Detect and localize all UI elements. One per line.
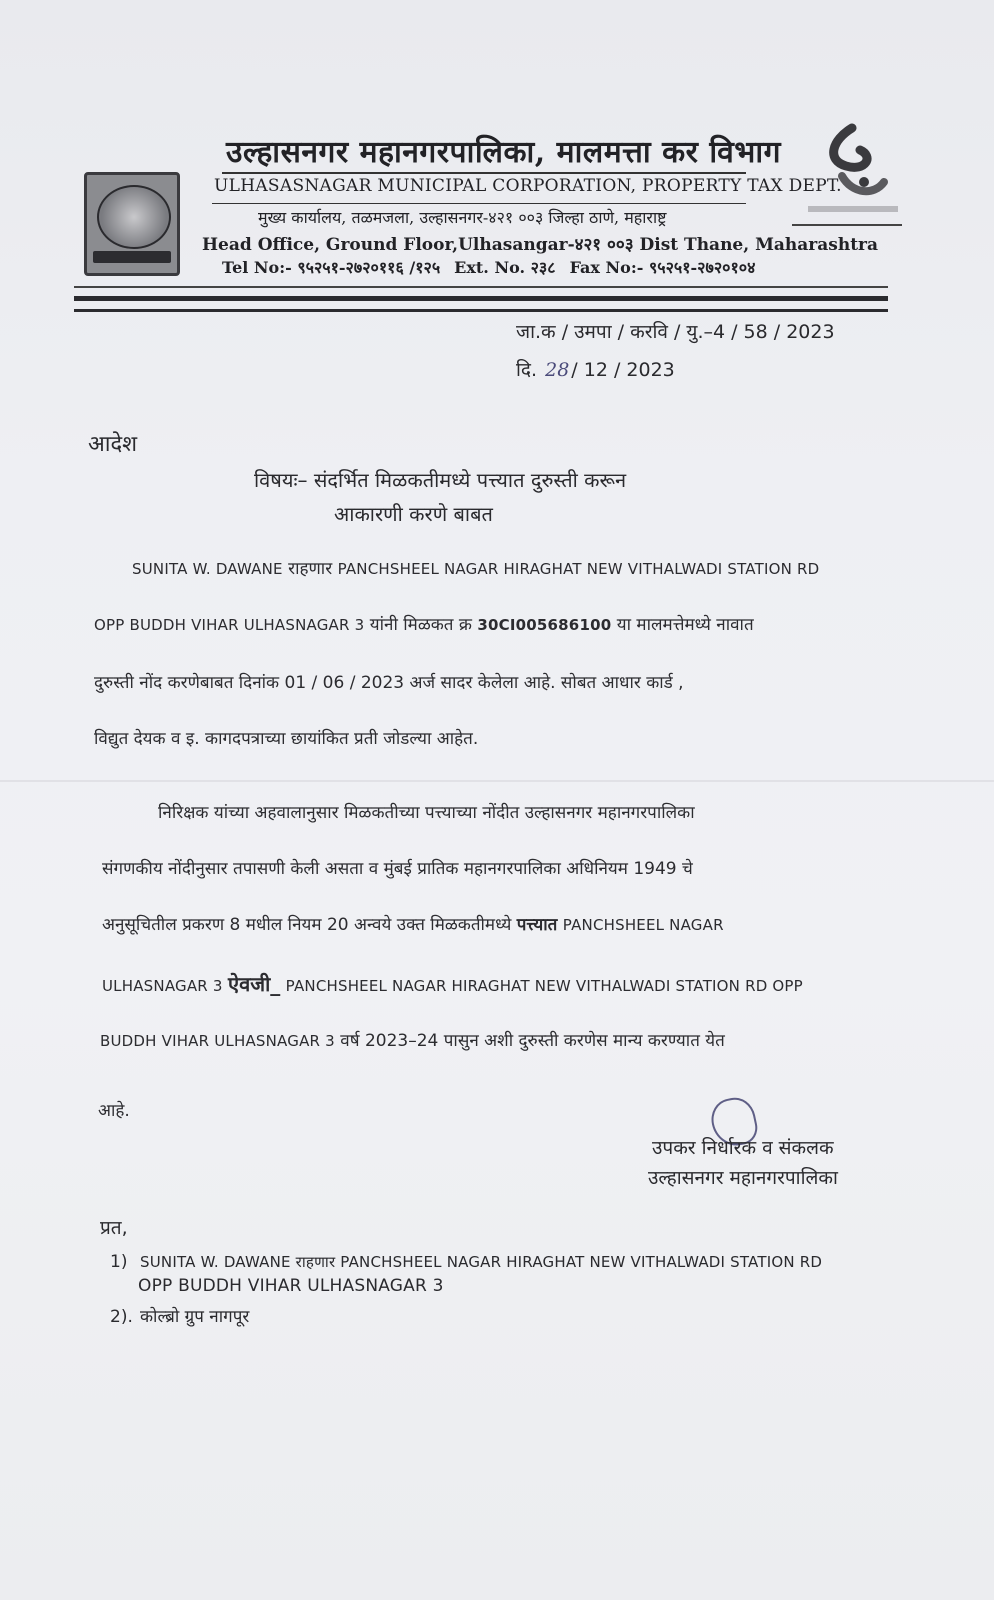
- para2-line-3-text: अनुसूचितील प्रकरण 8 मधील नियम 20 अन्वये उक्त मिळकतीमध्ये: [102, 915, 512, 935]
- property-label: यांनी मिळकत क्र: [369, 615, 472, 635]
- corporation-seal-logo: [84, 172, 180, 276]
- signatory-organisation: उल्हासनगर महानगरपालिका: [648, 1167, 838, 1189]
- reference-date: [516, 356, 675, 382]
- para2-line-6: आहे.: [98, 1101, 130, 1121]
- para2-line-2: संगणकीय नोंदीनुसार तपासणी केली असता व मुंबई प्रातिक महानगरपालिका अधिनियम 1949 चे: [102, 859, 693, 879]
- old-address: PANCHSHEEL NAGAR: [562, 916, 724, 934]
- order-title: आदेश: [88, 432, 138, 457]
- signatory-designation: उपकर निर्धारक व संकलक: [652, 1137, 834, 1159]
- property-number: 30CI005686100: [477, 616, 612, 634]
- header-underline: [222, 172, 746, 174]
- para1-line-3: दुरुस्ती नोंद करणेबाबत दिनांक 01 / 06 / 2023 अर्ज सादर केलेला आहे. सोबत आधार कार्ड ,: [94, 673, 684, 693]
- copy-item-1: [110, 1252, 822, 1272]
- date-day-handwritten: 28: [545, 359, 570, 381]
- residing-label: राहणार: [288, 559, 333, 579]
- header-address-marathi: मुख्य कार्यालय, तळमजला, उल्हासनगर-४२१ ००३ जिल्हा ठाणे, महाराष्ट्र: [258, 208, 667, 227]
- new-address: PANCHSHEEL NAGAR HIRAGHAT NEW VITHALWADI STATION RD OPP: [285, 977, 803, 995]
- para2-line-5: [100, 1028, 725, 1051]
- reference-number: जा.क / उमपा / करवि / यु.–4 / 58 / 2023: [516, 321, 835, 343]
- paper-fold: [0, 780, 994, 782]
- para2-line-4: [102, 970, 803, 997]
- old-address-cont: ULHASNAGAR 3: [102, 977, 223, 995]
- copy-item-text: कोल्ब्रो ग्रुप नागपूर: [140, 1307, 250, 1327]
- para2-line-3: [102, 912, 724, 935]
- applicant-address: PANCHSHEEL NAGAR HIRAGHAT NEW VITHALWADI STATION RD: [337, 560, 820, 578]
- swirl-logo-icon: [812, 120, 904, 210]
- logo-rule: [792, 224, 902, 226]
- department-logo: [812, 120, 904, 230]
- header-divider-thin: [74, 286, 888, 288]
- para1-line-2: [94, 612, 754, 635]
- header-underline-english: [212, 203, 746, 204]
- para2-line-5-text: वर्ष 2023–24 पासुन अशी दुरुस्ती करणेस मान्य करण्यात येत: [340, 1031, 725, 1051]
- header-address-english: Head Office, Ground Floor,Ulhasangar-४२१ ००३ Dist Thane, Maharashtra: [202, 235, 879, 255]
- para1-line-1: [132, 556, 819, 579]
- address-label: पत्त्यात: [516, 915, 558, 935]
- header-tel: Tel No:- ९५२५१-२७२०११६ /१२५: [222, 258, 441, 277]
- seal-ring: [97, 185, 171, 249]
- copy-item-number: 2).: [110, 1307, 133, 1327]
- logo-caption: [808, 206, 898, 212]
- copy-item-1-cont: OPP BUDDH VIHAR ULHASNAGAR 3: [138, 1276, 444, 1296]
- date-rest: / 12 / 2023: [571, 359, 675, 381]
- header-title-marathi: उल्हासनगर महानगरपालिका, मालमत्ता कर विभाग: [226, 135, 782, 170]
- header-divider-thick: [74, 296, 888, 312]
- para1-line-4: विद्युत देयक व इ. कागदपत्राच्या छायांकित प्रती जोडल्या आहेत.: [94, 729, 479, 749]
- copy-item-number: 1): [110, 1252, 128, 1272]
- header-title-english: ULHASASNAGAR MUNICIPAL CORPORATION, PROPERTY TAX DEPT.: [214, 176, 842, 196]
- header-ext: Ext. No. २३८: [454, 258, 556, 277]
- copies-heading: प्रत,: [100, 1217, 128, 1239]
- header-fax: Fax No:- ९५२५१-२७२०१०४: [569, 258, 756, 277]
- header-contact: [222, 256, 769, 278]
- seal-band: [93, 251, 171, 263]
- subject-line-2: आकारणी करणे बाबत: [334, 502, 493, 526]
- para1-line-2-tail: या मालमत्तेमध्ये नावात: [616, 615, 754, 635]
- applicant-address-cont: OPP BUDDH VIHAR ULHASNAGAR 3: [94, 616, 365, 634]
- copy-item-text: SUNITA W. DAWANE राहणार PANCHSHEEL NAGAR HIRAGHAT NEW VITHALWADI STATION RD: [140, 1253, 823, 1271]
- para2-line-1: निरिक्षक यांच्या अहवालानुसार मिळकतीच्या पत्त्याच्या नोंदीत उल्हासनगर महानगरपालिका: [158, 803, 695, 823]
- date-prefix: दि.: [516, 359, 538, 381]
- new-address-cont: BUDDH VIHAR ULHASNAGAR 3: [100, 1032, 335, 1050]
- copy-item-2: [110, 1304, 249, 1327]
- applicant-name: SUNITA W. DAWANE: [132, 560, 283, 578]
- instead-of-label: ऐवजी_: [228, 972, 281, 996]
- subject-line-1: विषयः– संदर्भित मिळकतीमध्ये पत्त्यात दुरुस्ती करून: [254, 468, 627, 492]
